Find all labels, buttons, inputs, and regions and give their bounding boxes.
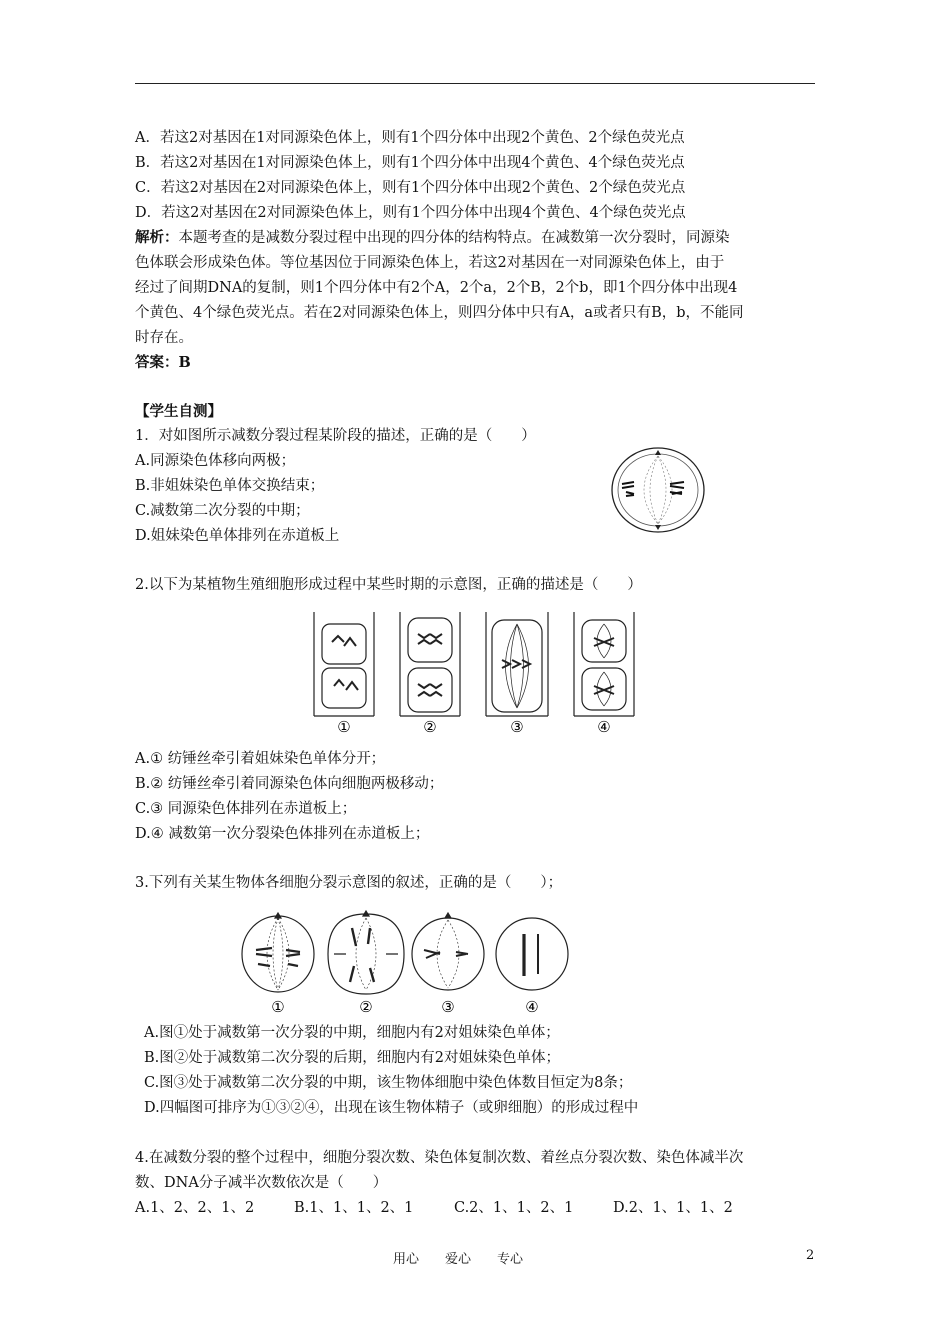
- q4-option-d: D.2、1、1、1、2: [613, 1200, 733, 1216]
- q3-option-d: D.四幅图可排序为①③②④，出现在该生物体精子（或卵细胞）的形成过程中: [144, 1100, 639, 1116]
- q2-cell-4: [574, 612, 634, 716]
- q2-cells-figure: [310, 608, 640, 738]
- section-title: 【学生自测】: [135, 403, 222, 420]
- q3-cell-1: [242, 913, 314, 992]
- q4-stem-line-1: 4.在减数分裂的整个过程中，细胞分裂次数、染色体复制次数、着丝点分裂次数、染色体减半次: [135, 1150, 744, 1166]
- q1-stem: 1．对如图所示减数分裂过程某阶段的描述，正确的是（ ）: [135, 428, 536, 444]
- q2-cell-1: [314, 612, 374, 716]
- page-number: 2: [806, 1248, 815, 1263]
- q1-option-a: A.同源染色体移向两极；: [135, 453, 296, 469]
- prev-option-b: B．若这2对基因在1对同源染色体上，则有1个四分体中出现4个黄色、4个绿色荧光点: [135, 155, 685, 171]
- q2-cell-3: [486, 612, 548, 716]
- prev-option-d: D．若这2对基因在2对同源染色体上，则有1个四分体中出现4个黄色、4个绿色荧光点: [135, 205, 686, 221]
- q2-option-c: C.③ 同源染色体排列在赤道板上；: [135, 801, 357, 817]
- q2-label-1: ①: [337, 718, 351, 736]
- q2-label-2: ②: [423, 718, 437, 736]
- q2-label-4: ④: [597, 718, 611, 736]
- prev-option-c: C．若这2对基因在2对同源染色体上，则有1个四分体中出现2个黄色、2个绿色荧光点: [135, 180, 686, 196]
- q1-option-b: B.非姐妹染色单体交换结束；: [135, 478, 325, 494]
- q4-stem-line-2: 数、DNA分子减半次数依次是（ ）: [135, 1175, 388, 1191]
- footer-motto: 用心 爱心 专心: [393, 1252, 524, 1267]
- q2-option-a: A.① 纺锤丝牵引着姐妹染色单体分开；: [135, 751, 386, 767]
- q3-option-b: B.图②处于减数第二次分裂的后期，细胞内有2对姐妹染色单体；: [144, 1050, 560, 1066]
- answer-line: 答案：B: [135, 354, 191, 371]
- analysis-line-4: 个黄色、4个绿色荧光点。若在2对同源染色体上，则四分体中只有A，a或者只有B，b，不能同: [135, 305, 744, 321]
- q3-cell-3: [412, 913, 484, 990]
- analysis-line-5: 时存在。: [135, 330, 193, 346]
- q3-option-a: A.图①处于减数第一次分裂的中期，细胞内有2对姐妹染色单体；: [144, 1025, 560, 1041]
- q3-label-3: ③: [441, 998, 455, 1016]
- prev-option-a: A．若这2对基因在1对同源染色体上，则有1个四分体中出现2个黄色、2个绿色荧光点: [135, 130, 685, 146]
- q2-label-3: ③: [510, 718, 524, 736]
- q3-stem: 3.下列有关某生物体各细胞分裂示意图的叙述，正确的是（ ）；: [135, 875, 563, 891]
- q3-cell-4: [496, 918, 568, 990]
- q2-option-d: D.④ 减数第一次分裂染色体排列在赤道板上；: [135, 826, 430, 842]
- q2-option-b: B.② 纺锤丝牵引着同源染色体向细胞两极移动；: [135, 776, 444, 792]
- q1-option-c: C.减数第二次分裂的中期；: [135, 503, 310, 519]
- q4-option-a: A.1、2、2、1、2: [135, 1200, 255, 1216]
- q4-option-b: B.1、1、1、2、1: [294, 1200, 414, 1216]
- q2-stem: 2.以下为某植物生殖细胞形成过程中某些时期的示意图，正确的描述是（ ）: [135, 577, 642, 593]
- q3-cell-2: [328, 911, 404, 994]
- analysis-line-3: 经过了间期DNA的复制，则1个四分体中有2个A，2个a，2个B，2个b，即1个四分体中出现4: [135, 280, 738, 296]
- analysis-label: 解析：: [135, 229, 179, 246]
- q3-label-2: ②: [359, 998, 373, 1016]
- analysis-line-1: 解析：本题考查的是减数分裂过程中出现的四分体的结构特点。在减数第一次分裂时，同源染: [135, 229, 730, 246]
- q3-label-4: ④: [525, 998, 539, 1016]
- q4-option-c: C.2、1、1、2、1: [454, 1200, 574, 1216]
- q1-option-d: D.姐妹染色单体排列在赤道板上: [135, 528, 340, 544]
- q3-option-c: C.图③处于减数第二次分裂的中期，该生物体细胞中染色体数目恒定为8条；: [144, 1075, 633, 1091]
- q3-cells-figure: [238, 908, 578, 1018]
- header-rule: [135, 83, 815, 84]
- q1-cell-figure: [610, 446, 706, 534]
- q3-label-1: ①: [271, 998, 285, 1016]
- analysis-line-2: 色体联会形成染色体。等位基因位于同源染色体上，若这2对基因在一对同源染色体上，由于: [135, 255, 725, 271]
- q2-cell-2: [400, 612, 460, 716]
